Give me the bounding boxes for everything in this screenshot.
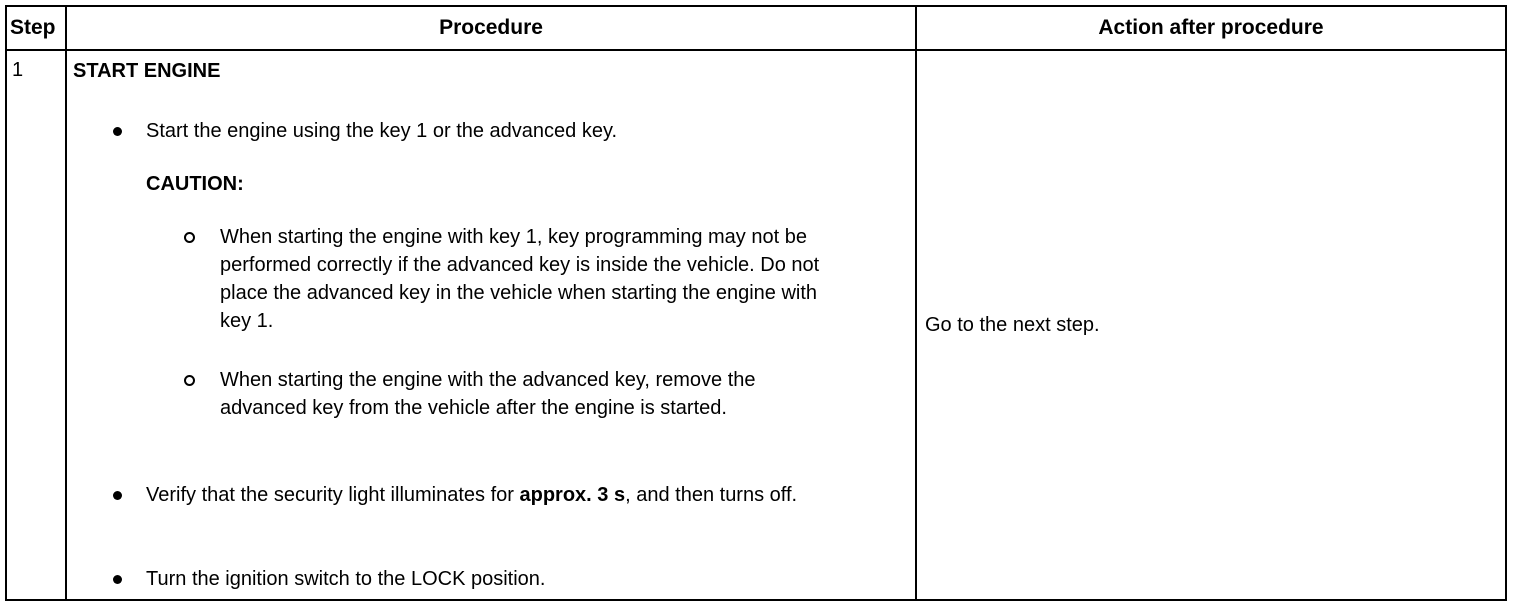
- procedure-heading: START ENGINE: [73, 60, 221, 82]
- caution-item: [184, 366, 844, 422]
- bullet-item-verify-light: [113, 481, 873, 509]
- bullet-dot-icon: [113, 491, 122, 500]
- caution-item: [184, 223, 844, 335]
- procedure-header: Procedure: [66, 6, 916, 50]
- open-circle-bullet-icon: [184, 375, 195, 386]
- action-header: Action after procedure: [916, 6, 1506, 50]
- step-number: 1: [6, 50, 66, 600]
- step-header: Step: [6, 6, 66, 50]
- caution-label: CAUTION:: [146, 173, 244, 195]
- verify-text-before: Verify that the security light illuminates for: [146, 484, 520, 506]
- procedure-table: [5, 5, 1507, 601]
- open-circle-bullet-icon: [184, 232, 195, 243]
- bullet-text: Start the engine using the key 1 or the advanced key.: [146, 120, 618, 142]
- bullet-text: Turn the ignition switch to the LOCK position.: [146, 568, 546, 590]
- bullet-text: [146, 481, 873, 509]
- action-cell: Go to the next step.: [916, 50, 1506, 600]
- verify-duration-emphasis: approx. 3 s: [519, 484, 626, 506]
- table-row: [6, 50, 1506, 600]
- caution-text: When starting the engine with key 1, key programming may not be performed correctly if the advanced key is inside the vehicle. Do not place the advanced key in the vehicle when starting the engine with key 1.: [220, 226, 820, 332]
- verify-text-after: , and then turns off.: [625, 484, 798, 506]
- caution-text: When starting the engine with the advanced key, remove the advanced key from the vehicle after the engine is started.: [220, 369, 756, 419]
- table-header-row: [6, 6, 1506, 50]
- bullet-item-start-engine: [113, 117, 873, 145]
- procedure-cell: [66, 50, 916, 600]
- bullet-item-lock-position: [113, 565, 873, 593]
- bullet-dot-icon: [113, 127, 122, 136]
- bullet-dot-icon: [113, 575, 122, 584]
